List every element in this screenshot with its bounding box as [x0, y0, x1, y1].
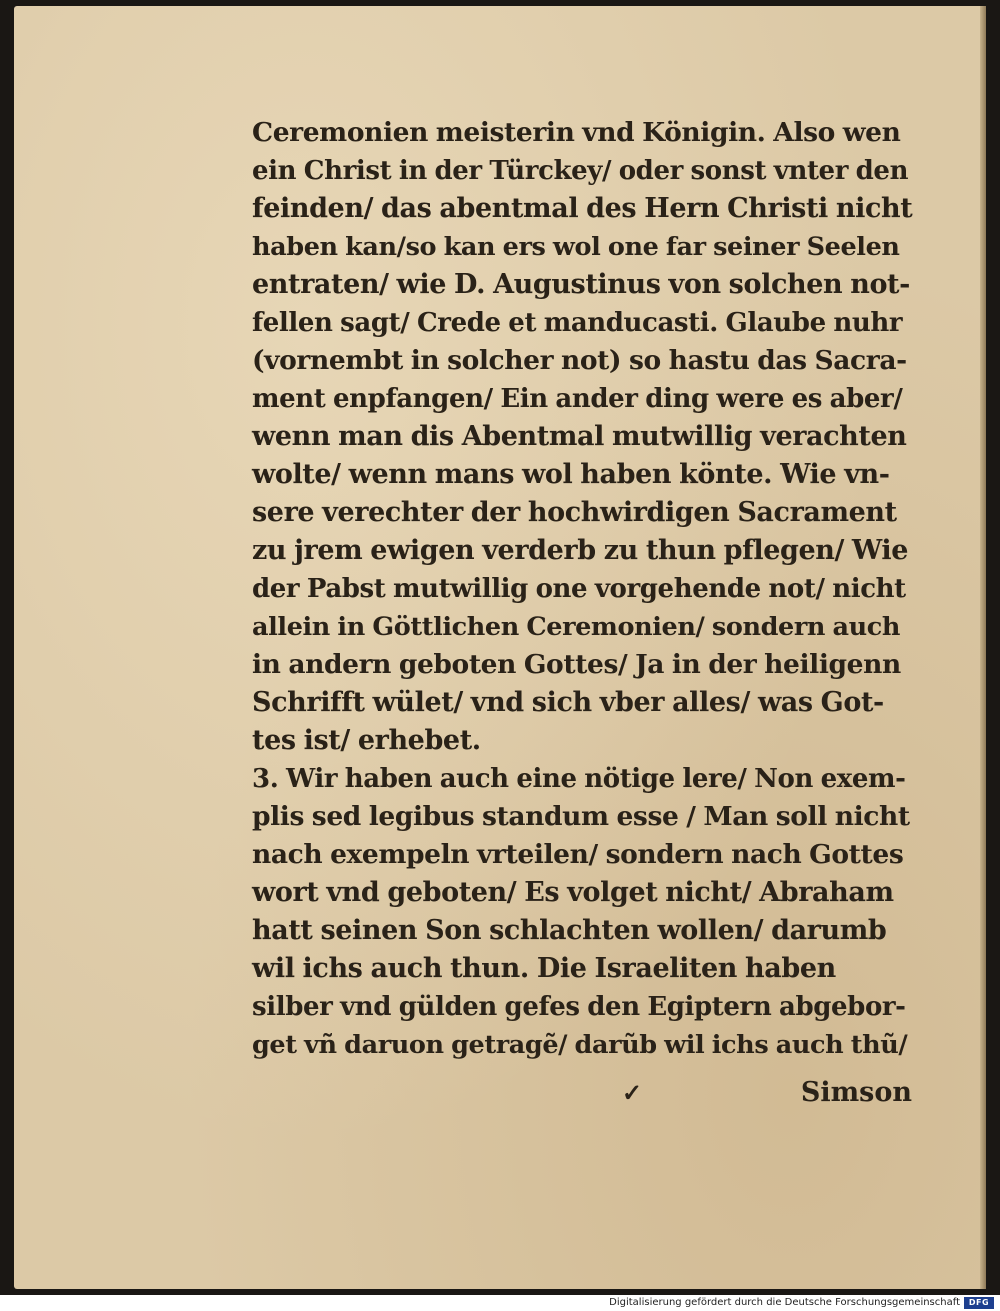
text-line: haben kan/so kan ers wol one far seiner Seelen	[252, 232, 900, 262]
dfg-logo: DFG	[964, 1297, 994, 1309]
text-line: sere verechter der hochwirdigen Sacrament	[252, 497, 897, 528]
text-line: Ceremonien meisterin vnd Königin. Also wen	[252, 117, 901, 148]
text-line: tes ist/ erhebet.	[252, 725, 481, 756]
text-line: allein in Göttlichen Ceremonien/ sondern auch	[252, 612, 901, 642]
text-line: hatt seinen Son schlachten wollen/ darumb	[252, 915, 887, 946]
text-line: zu jrem ewigen verderb zu thun pflegen/ Wie	[252, 535, 909, 566]
text-line: ment enpfangen/ Ein ander ding were es aber/	[252, 384, 903, 414]
catchword: Simson	[800, 1077, 912, 1108]
footer-bar	[0, 1295, 1000, 1311]
text-line: fellen sagt/ Crede et manducasti. Glaube nuhr	[252, 308, 903, 338]
text-line: wolte/ wenn mans wol haben könte. Wie vn-	[252, 459, 890, 490]
text-line: der Pabst mutwillig one vorgehende not/ nicht	[252, 574, 906, 604]
funding-notice: Digitalisierung gefördert durch die Deutsche Forschungsgemeinschaft	[609, 1297, 960, 1308]
signature-mark: ✓	[622, 1078, 643, 1107]
text-line: Schrifft wület/ vnd sich vber alles/ was Got-	[252, 687, 884, 718]
text-line: plis sed legibus standum esse / Man soll nicht	[252, 801, 910, 832]
text-line: nach exempeln vrteilen/ sondern nach Gottes	[252, 839, 904, 870]
text-line: get vñ daruon getragẽ/ darũb wil ichs auch thũ/	[252, 1030, 908, 1060]
catchword-line	[252, 1074, 912, 1112]
text-line: wil ichs auch thun. Die Israeliten haben	[252, 953, 836, 984]
text-line: wort vnd geboten/ Es volget nicht/ Abraham	[252, 877, 894, 908]
text-line: (vornembt in solcher not) so hastu das Sacra-	[252, 345, 907, 376]
text-line: in andern geboten Gottes/ Ja in der heiligenn	[252, 649, 901, 680]
page-text	[252, 114, 912, 1064]
text-line: silber vnd gülden gefes den Egiptern abgebor-	[252, 992, 906, 1022]
text-line: feinden/ das abentmal des Hern Christi nicht	[252, 193, 913, 224]
text-line: entraten/ wie D. Augustinus von solchen not-	[252, 269, 910, 300]
text-line: ein Christ in der Türckey/ oder sonst vnter den	[252, 156, 909, 186]
text-line: 3. Wir haben auch eine nötige lere/ Non exem-	[252, 764, 906, 794]
page-edge	[980, 6, 986, 1289]
text-line: wenn man dis Abentmal mutwillig verachten	[252, 421, 907, 452]
